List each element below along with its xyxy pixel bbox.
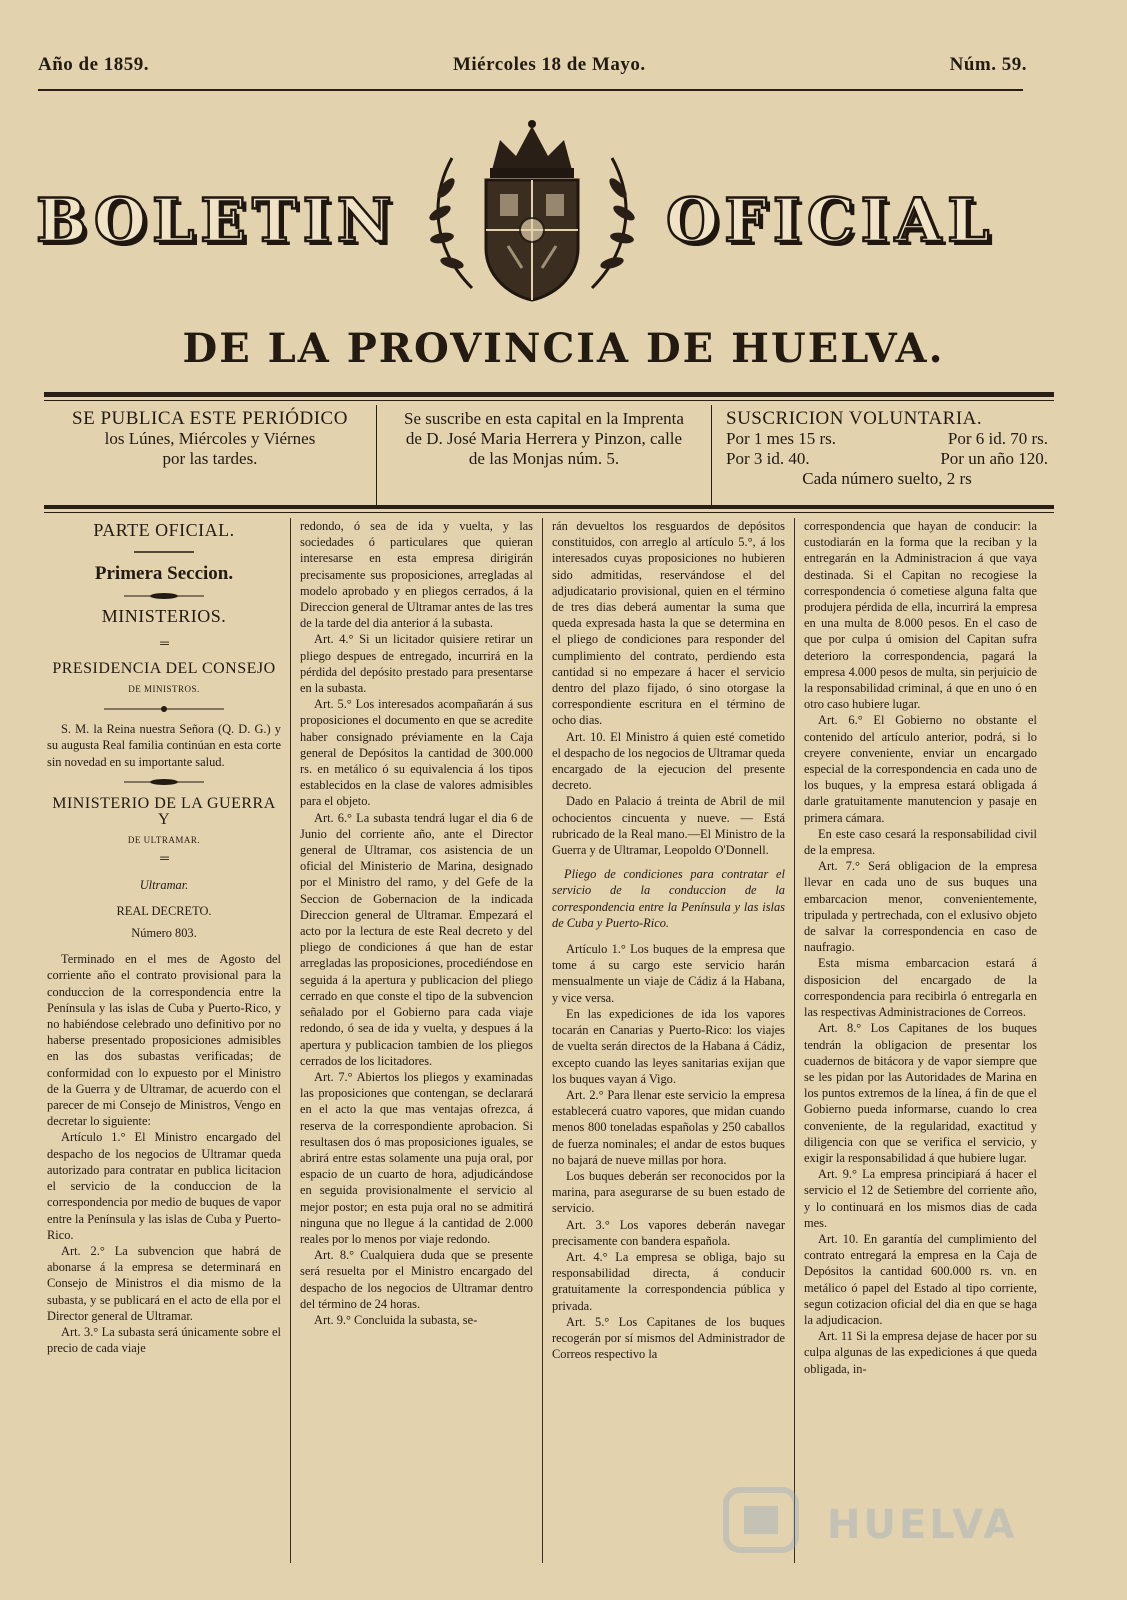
de-ultramar-subheading: DE ULTRAMAR. xyxy=(127,835,201,846)
pliego-article-6: Art. 6.° El Gobierno no obstante el contenido del artículo anterior, podrá, si lo creyere conveniente, enviar un encargado especial de la correspondencia en cada uno de los buques, y la empresa estará obligada á darle gratuitamente manutencion y pasaje en primera cámara. xyxy=(804,713,1037,825)
primera-seccion-heading: Primera Seccion. xyxy=(94,563,234,585)
pliego-article-1-b: En las expediciones de ida los vapores tocarán en Canarias y Puerto-Rico: los viajes de vuelta serán directos de la Habana á Cádiz, excepto cuando las leyes sanitarias exijan que los buques vayan á Vigo. xyxy=(552,1006,785,1086)
price-single-issue: Cada número suelto, 2 rs xyxy=(802,469,972,488)
masthead-rule-thin xyxy=(44,400,1054,401)
issue-number: Núm. 59. xyxy=(949,54,1027,75)
decree-article-1: Artículo 1.° El Ministro encargado del despacho de los negocios de Ultramar queda autorizado para contratar en publica licitacion el servicio de la conduccion de la correspondencia por medio de buques de vapor entre la Península y las islas de Cuba y Puerto-Rico. xyxy=(47,1130,281,1242)
column-1 xyxy=(38,518,290,1563)
divider-ornament xyxy=(124,592,204,600)
subscription-line-3: de las Monjas núm. 5. xyxy=(468,449,620,468)
royal-crest-icon xyxy=(412,118,652,308)
ministerios-heading: MINISTERIOS. xyxy=(101,606,227,627)
decree-article-7: Art. 7.° Abiertos los pliegos y examinadas las proposiciones que contengan, se declarará en el acto la que mas ventajas ofrezca, á reserva de la correspondiente aprobacion. Si resultasen dos ó mas proposiciones iguales, se abrirá entre estas solamente una puja oral, por espacio de un cuarto de hora, adjudicándose en seguida provisionalmente el servicio al mejor postor; en esta puja oral no se admitirá ninguna que no llegue á la cantidad de 2.000 reales por lo menos por viaje redondo. xyxy=(300,1069,533,1246)
royal-health-notice: S. M. la Reina nuestra Señora (Q. D. G.) y su augusta Real familia continúan en esta corte sin novedad en su importante salud. xyxy=(47,722,281,769)
decree-signature: Dado en Palacio á treinta de Abril de mil ochocientos cincuenta y nueve. — Está rubricado de la Real mano.—El Ministro de la Guerra y de Ultramar, Leopoldo O'Donnell. xyxy=(552,794,785,858)
masthead-word-left: BOLETIN xyxy=(36,186,398,256)
parte-oficial-heading: PARTE OFICIAL. xyxy=(93,520,235,540)
price-row-2 xyxy=(726,449,1048,469)
top-rule xyxy=(38,89,1023,91)
publication-line-3: por las tardes. xyxy=(162,449,258,468)
price-1-month: Por 1 mes 15 rs. xyxy=(726,429,837,448)
de-ministros-subheading: DE MINISTROS. xyxy=(128,684,200,695)
pliego-heading: Pliego de condiciones para contratar el servicio de la conduccion de la correspondencia entre la Península y las islas de Cuba y Puerto-Rico. xyxy=(552,867,785,930)
price-6-months: Por 6 id. 70 rs. xyxy=(947,429,1048,448)
publication-line-1: SE PUBLICA ESTE PERIÓDICO xyxy=(72,408,348,429)
issue-date: Miércoles 18 de Mayo. xyxy=(452,54,646,75)
double-dash: ═ xyxy=(160,851,168,866)
masthead-subtitle: DE LA PROVINCIA DE HUELVA. xyxy=(182,325,945,372)
price-1-year: Por un año 120. xyxy=(940,449,1048,468)
real-decreto-heading: REAL DECRETO. xyxy=(116,903,212,918)
decree-number: Número 803. xyxy=(131,926,197,941)
divider-ornament xyxy=(124,778,204,786)
price-3-months: Por 3 id. 40. xyxy=(726,449,810,468)
decree-article-9-cont: rán devueltos los resguardos de depósitos constituidos, con arreglo al artículo 5.°, á los interesados cuyas proposiciones no hubieren sido admitidas, reservándose el del adjudicatario provisional, quien en el término de tres dias deberá aumentar la suma que queda expresada hasta la que se determina en el pliego de condiciones para responder del cumplimiento del contrato, perdiendo esta cantidad si no empezare á hacer el servicio dentro del plazo fijado, ó sino otorgase la correspondiente escritura en el término de ocho dias. xyxy=(552,519,785,728)
pliego-article-1: Artículo 1.° Los buques de la empresa que tome á su cargo este servicio harán mensualmente un viaje de Cádiz á la Habana, y vice versa. xyxy=(552,942,785,1005)
column-4 xyxy=(794,518,1046,1563)
pliego-article-10: Art. 10. En garantía del cumplimiento del contrato entregará la empresa en la Caja de Depósitos la cantidad 600.000 rs. vn. en metálico ó papel del Estado al tipo corriente, segun cotizacion oficial del dia en que se haga la adjudicacion. xyxy=(804,1231,1037,1327)
decree-article-3-cont: redondo, ó sea de ida y vuelta, y las sociedades ó particulares que quieran interesarse en esta empresa dirigirán precisamente sus proposiciones, arregladas al modelo aprobado y en pliegos cerrados, á la Direccion general de Ultramar antes de las tres de la tarde del dia anterior á la subasta. xyxy=(300,519,533,631)
column-2 xyxy=(290,518,542,1563)
pliego-article-7: Art. 7.° Será obligacion de la empresa llevar en cada uno de sus buques una embarcacion menor, convenientemente, tripulada y pertrechada, con el exlusivo objeto de salvar la correspondencia en caso de naufragio. xyxy=(804,859,1037,955)
pliego-article-4: Art. 4.° La empresa se obliga, bajo su responsabilidad directa, á conducir gratuitamente la correspondencia pública y privada. xyxy=(552,1249,785,1313)
subscription-line-1: Se suscribe en esta capital en la Imprenta xyxy=(404,409,684,428)
voluntary-title: SUSCRICION VOLUNTARIA. xyxy=(726,408,983,429)
pliego-article-6-b: En este caso cesará la responsabilidad civil de la empresa. xyxy=(804,826,1037,858)
decree-article-4: Art. 4.° Si un licitador quisiere retirar un pliego despues de entregado, incurrirá en la pérdida del depósito prestado para presentarse en la subasta. xyxy=(300,632,533,696)
pliego-article-2: Art. 2.° Para llenar este servicio la empresa establecerá cuatro vapores, que midan cuando menos 800 toneladas españolas y 250 caballos de fuerza nominales; el andar de estos buques no bajará de nueve millas por hora. xyxy=(552,1087,785,1167)
masthead-rule-thick xyxy=(44,392,1054,397)
pliego-article-2-b: Los buques deberán ser reconocidos por la marina, para asegurarse de su buen estado de servicio. xyxy=(552,1168,785,1216)
publication-schedule xyxy=(44,405,376,505)
decree-article-8: Art. 8.° Cualquiera duda que se presente será resuelta por el Ministro encargado del despacho de los negocios de Ultramar dentro del término de 24 horas. xyxy=(300,1248,533,1311)
masthead-word-right: OFICIAL xyxy=(666,186,996,256)
dateline xyxy=(38,54,1027,76)
issue-year: Año de 1859. xyxy=(38,54,150,75)
pliego-article-9: Art. 9.° La empresa principiará á hacer el servicio el 12 de Setiembre del corriente año, y lo continuará en los mismos dias de cada mes. xyxy=(804,1167,1037,1230)
decree-preamble: Terminado en el mes de Agosto del corriente año el contrato provisional para la conduccion de la correspondencia entre la Península y las islas de Cuba y Puerto-Rico, y no habiéndose celebrado uno definitivo por no haberse presentado proposiciones admisibles en las dos subastas verificadas; de conformidad con lo expuesto por el Ministro de la Guerra y de Ultramar, de acuerdo con el parecer de mi Consejo de Ministros, Vengo en decretar lo siguiente: xyxy=(47,952,281,1129)
column-3 xyxy=(542,518,794,1563)
double-dash: ═ xyxy=(160,635,168,650)
subscription-prices xyxy=(712,405,1054,505)
pliego-article-8: Art. 8.° Los Capitanes de los buques tendrán la obligacion de presentar los cuadernos de bitácora y de vapor siempre que se les pidan por las Autoridades de Marina en los puntos extremos de la línea, á fin de que el Gobierno pueda informarse, cuando lo crea conveniente, de la regularidad, exactitud y diligencia con que se verifica el servicio, y exigir la responsabilidad á que hubiere lugar. xyxy=(804,1021,1037,1165)
decree-article-6: Art. 6.° La subasta tendrá lugar el dia 6 de Junio del corriente año, ante el Director general de Ultramar, cos asistencia de un oficial del Ministerio de Marina, designado por el Ministro del ramo, y del Gefe de la Seccion de Gobernacion de la indicada Direccion general de Ultramar. Empezará el acto por la lectura de este Real decreto y del pliego de condiciones á que han de estar arregladas las proposiciones, procediéndose en seguida á la apertura y publicacion del pliego cerrado en que conste el tipo de la subvencion señalado por el Gobierno para cada viaje redondo, ó sea de ida y vuelta, y despues á la apertura y publicacion tambien de los pliegos cerrados de los licitadores. xyxy=(300,810,533,1068)
pliego-article-3: Art. 3.° Los vapores deberán navegar precisamente con bandera española. xyxy=(552,1217,785,1248)
info-strip xyxy=(44,405,1054,505)
decree-article-3: Art. 3.° La subasta será únicamente sobre el precio de cada viaje xyxy=(47,1324,281,1356)
price-row-1 xyxy=(726,429,1048,449)
subscription-place xyxy=(376,405,712,505)
subscription-line-2: de D. José Maria Herrera y Pinzon, calle xyxy=(405,429,683,448)
pliego-article-7-b: Esta misma embarcacion estará á disposicion del encargado de la correspondencia para recibirla ó entregarla en las respectivas Administraciones de Correos. xyxy=(804,956,1037,1020)
pliego-article-11: Art. 11 Si la empresa dejase de hacer por su culpa algunas de las expediciones á que queda obligada, in- xyxy=(804,1329,1037,1376)
decree-article-10: Art. 10. El Ministro á quien esté cometido el despacho de los negocios de Ultramar queda encargado de la ejecucion del presente decreto. xyxy=(552,729,785,793)
decree-article-5: Art. 5.° Los interesados acompañarán á sus proposiciones el documento en que se acredite haber consignado préviamente en la Caja general de Depósitos la cantidad de 300.000 rs. en metálico ó su equivalencia á los tipos establecidos en la clase de valores admisibles para el objeto. xyxy=(300,697,533,809)
watermark-text: HUELVA xyxy=(827,1502,1018,1548)
pliego-article-5: Art. 5.° Los Capitanes de los buques recogerán por sí mismos del Administrador de Correos respectivo la xyxy=(552,1314,785,1362)
info-rule-thin xyxy=(44,512,1054,513)
article-columns xyxy=(38,518,1048,1568)
decree-article-9: Art. 9.° Concluida la subasta, se- xyxy=(314,1312,478,1327)
divider-ornament xyxy=(134,548,194,556)
decree-article-2: Art. 2.° La subvencion que habrá de abonarse á la empresa se determinará en Consejo de Ministros el dia mismo de la subasta, y se publicará en el acto de ella por el Director general de Ultramar. xyxy=(47,1243,281,1323)
presidencia-heading: PRESIDENCIA DEL CONSEJO xyxy=(52,659,276,677)
ministerio-guerra-heading: MINISTERIO DE LA GUERRA Y xyxy=(52,794,276,829)
pliego-article-5-cont: correspondencia que hayan de conducir: la custodiarán en la forma que la reciban y la entregarán en la Administracion á que vaya destinada. Si el Capitan no recogiese la correspondencia ó cometiese alguna falta que produjera pérdida de ella, incurrirá la empresa en una multa de 8.000 pesos. En el caso de que por culpa ú omision del Capitan sufra deterioro la correspondencia, pagará la empresa 4.000 pesos de multa, sin perjuicio de la responsabilidad criminal, á que en uno ó en otro caso hubiere lugar. xyxy=(804,519,1037,712)
divider-ornament xyxy=(104,705,224,713)
ultramar-heading: Ultramar. xyxy=(139,877,189,892)
info-rule-thick xyxy=(44,505,1054,509)
publication-line-2: los Lúnes, Miércoles y Viérnes xyxy=(104,429,316,448)
